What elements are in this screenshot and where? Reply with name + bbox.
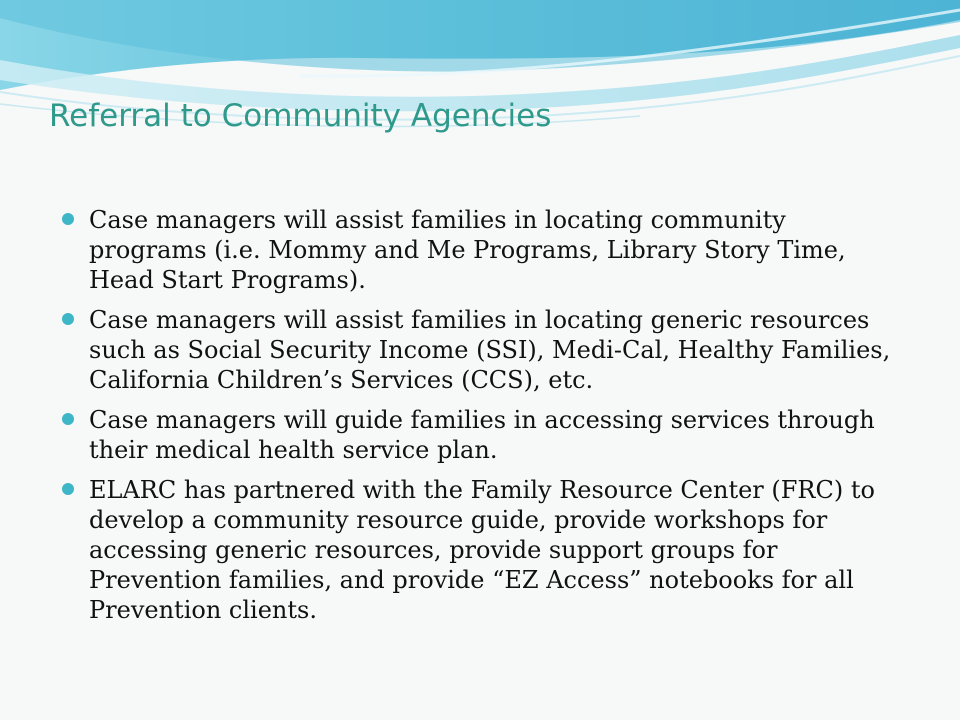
bullet-item-case-managers-community-programs [62, 205, 902, 295]
bullet-text: ELARC has partnered with the Family Resource Center (FRC) to develop a community resource guide, provide workshops for accessing generic resources, provide support groups for Prevention families, and provide “EZ Access” notebooks for all Prevention clients. [89, 476, 875, 624]
bullet-dot-icon [62, 413, 74, 425]
bullet-dot-icon [62, 213, 74, 225]
bullet-dot-icon [62, 313, 74, 325]
slide-title: Referral to Community Agencies [49, 98, 552, 134]
bullet-item-case-managers-generic-resources [62, 305, 902, 395]
bullet-text: Case managers will assist families in locating community programs (i.e. Mommy and Me Programs, Library Story Time, Head Start Programs). [89, 206, 846, 294]
bullet-item-elarc-frc-partnership [62, 475, 902, 625]
bullet-item-case-managers-health-plan [62, 405, 902, 465]
bullet-text: Case managers will guide families in accessing services through their medical health service plan. [89, 406, 875, 464]
bullet-text: Case managers will assist families in locating generic resources such as Social Security Income (SSI), Medi-Cal, Healthy Families, California Children’s Services (CCS), etc. [89, 306, 891, 394]
bullet-list [62, 205, 902, 635]
bullet-dot-icon [62, 483, 74, 495]
